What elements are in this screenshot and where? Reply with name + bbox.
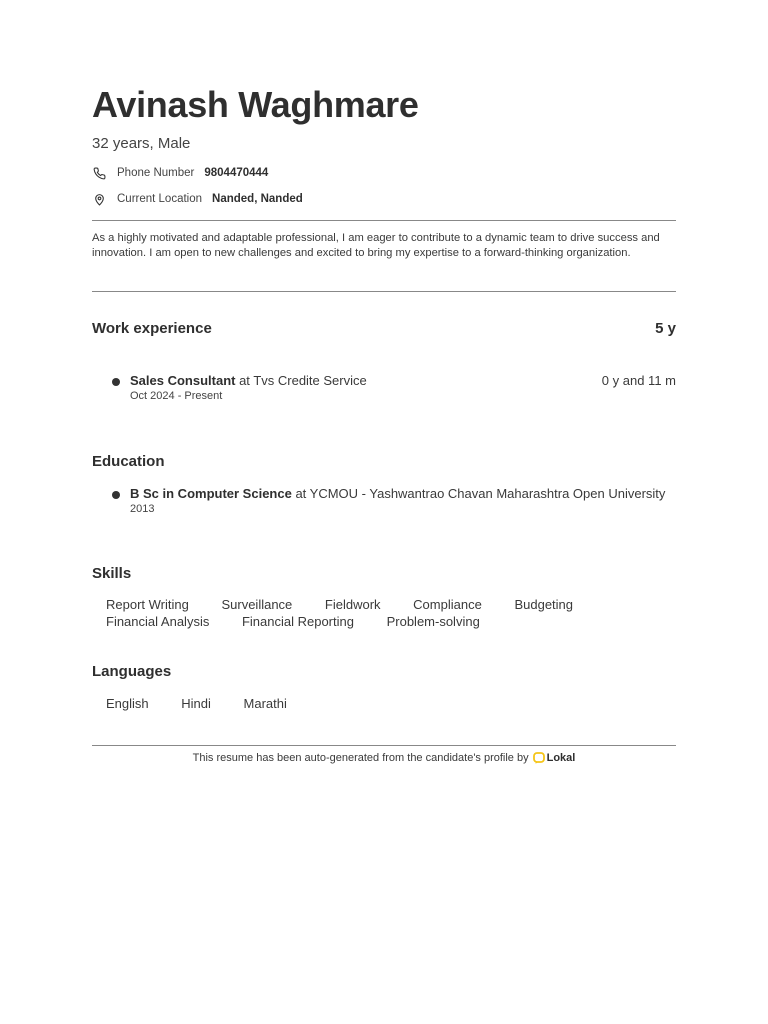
footer-text: This resume has been auto-generated from the candidate's profile by: [192, 752, 529, 764]
company-name: Tvs Credite Service: [253, 373, 367, 388]
skill-item: Problem-solving: [386, 614, 480, 629]
bullet-icon: [112, 378, 120, 386]
phone-icon: [92, 166, 106, 180]
skill-item: Budgeting: [514, 597, 574, 612]
brand-name[interactable]: Lokal: [546, 752, 576, 764]
at-connector: at: [291, 486, 310, 501]
institution-name: YCMOU - Yashwantrao Chavan Maharashtra Open University: [309, 486, 666, 501]
at-connector: at: [235, 373, 254, 388]
education-entry-title: [130, 486, 676, 501]
education-entry: [130, 486, 676, 515]
candidate-age-gender: 32 years, Male: [92, 135, 191, 152]
work-dates: Oct 2024 - Present: [130, 390, 223, 402]
total-experience: 5 y: [655, 320, 676, 337]
divider: [92, 220, 676, 221]
skill-item: Fieldwork: [324, 597, 381, 612]
skill-item: Compliance: [413, 597, 482, 612]
candidate-name: Avinash Waghmare: [92, 84, 419, 125]
bullet-icon: [112, 491, 120, 499]
skills-list: [106, 596, 666, 630]
location-pin-icon: [92, 192, 106, 206]
languages-list: [106, 695, 666, 712]
language-item: Marathi: [243, 696, 287, 711]
profile-summary: As a highly motivated and adaptable professional, I am eager to contribute to a dynamic team to drive success and innovation. I am open to new challenges and excited to bring my expertise to a forward-thinking organization.: [92, 232, 660, 259]
degree-name: B Sc in Computer Science: [130, 486, 292, 501]
phone-value[interactable]: 9804470444: [204, 167, 269, 179]
divider: [92, 745, 676, 746]
work-duration: 0 y and 11 m: [601, 373, 676, 388]
skills-heading: Skills: [92, 565, 132, 582]
phone-label: Phone Number: [117, 167, 195, 179]
language-item: Hindi: [181, 696, 211, 711]
divider: [92, 291, 676, 292]
skill-item: Report Writing: [106, 597, 189, 612]
skill-item: Financial Reporting: [241, 614, 354, 629]
skill-item: Surveillance: [221, 597, 293, 612]
work-entry: [130, 373, 370, 402]
location-label: Current Location: [117, 193, 203, 205]
job-role: Sales Consultant: [130, 373, 236, 388]
location-row: [92, 190, 303, 208]
lokal-logo-icon: [533, 752, 545, 764]
work-entry-title: [130, 373, 370, 388]
location-value: Nanded, Nanded: [212, 193, 303, 205]
education-year: 2013: [130, 503, 155, 515]
languages-heading: Languages: [92, 663, 172, 680]
language-item: English: [106, 696, 149, 711]
work-experience-heading: Work experience: [92, 320, 212, 337]
education-heading: Education: [92, 453, 165, 470]
skill-item: Financial Analysis: [106, 614, 210, 629]
phone-row: [92, 164, 268, 182]
footer: [92, 752, 676, 764]
